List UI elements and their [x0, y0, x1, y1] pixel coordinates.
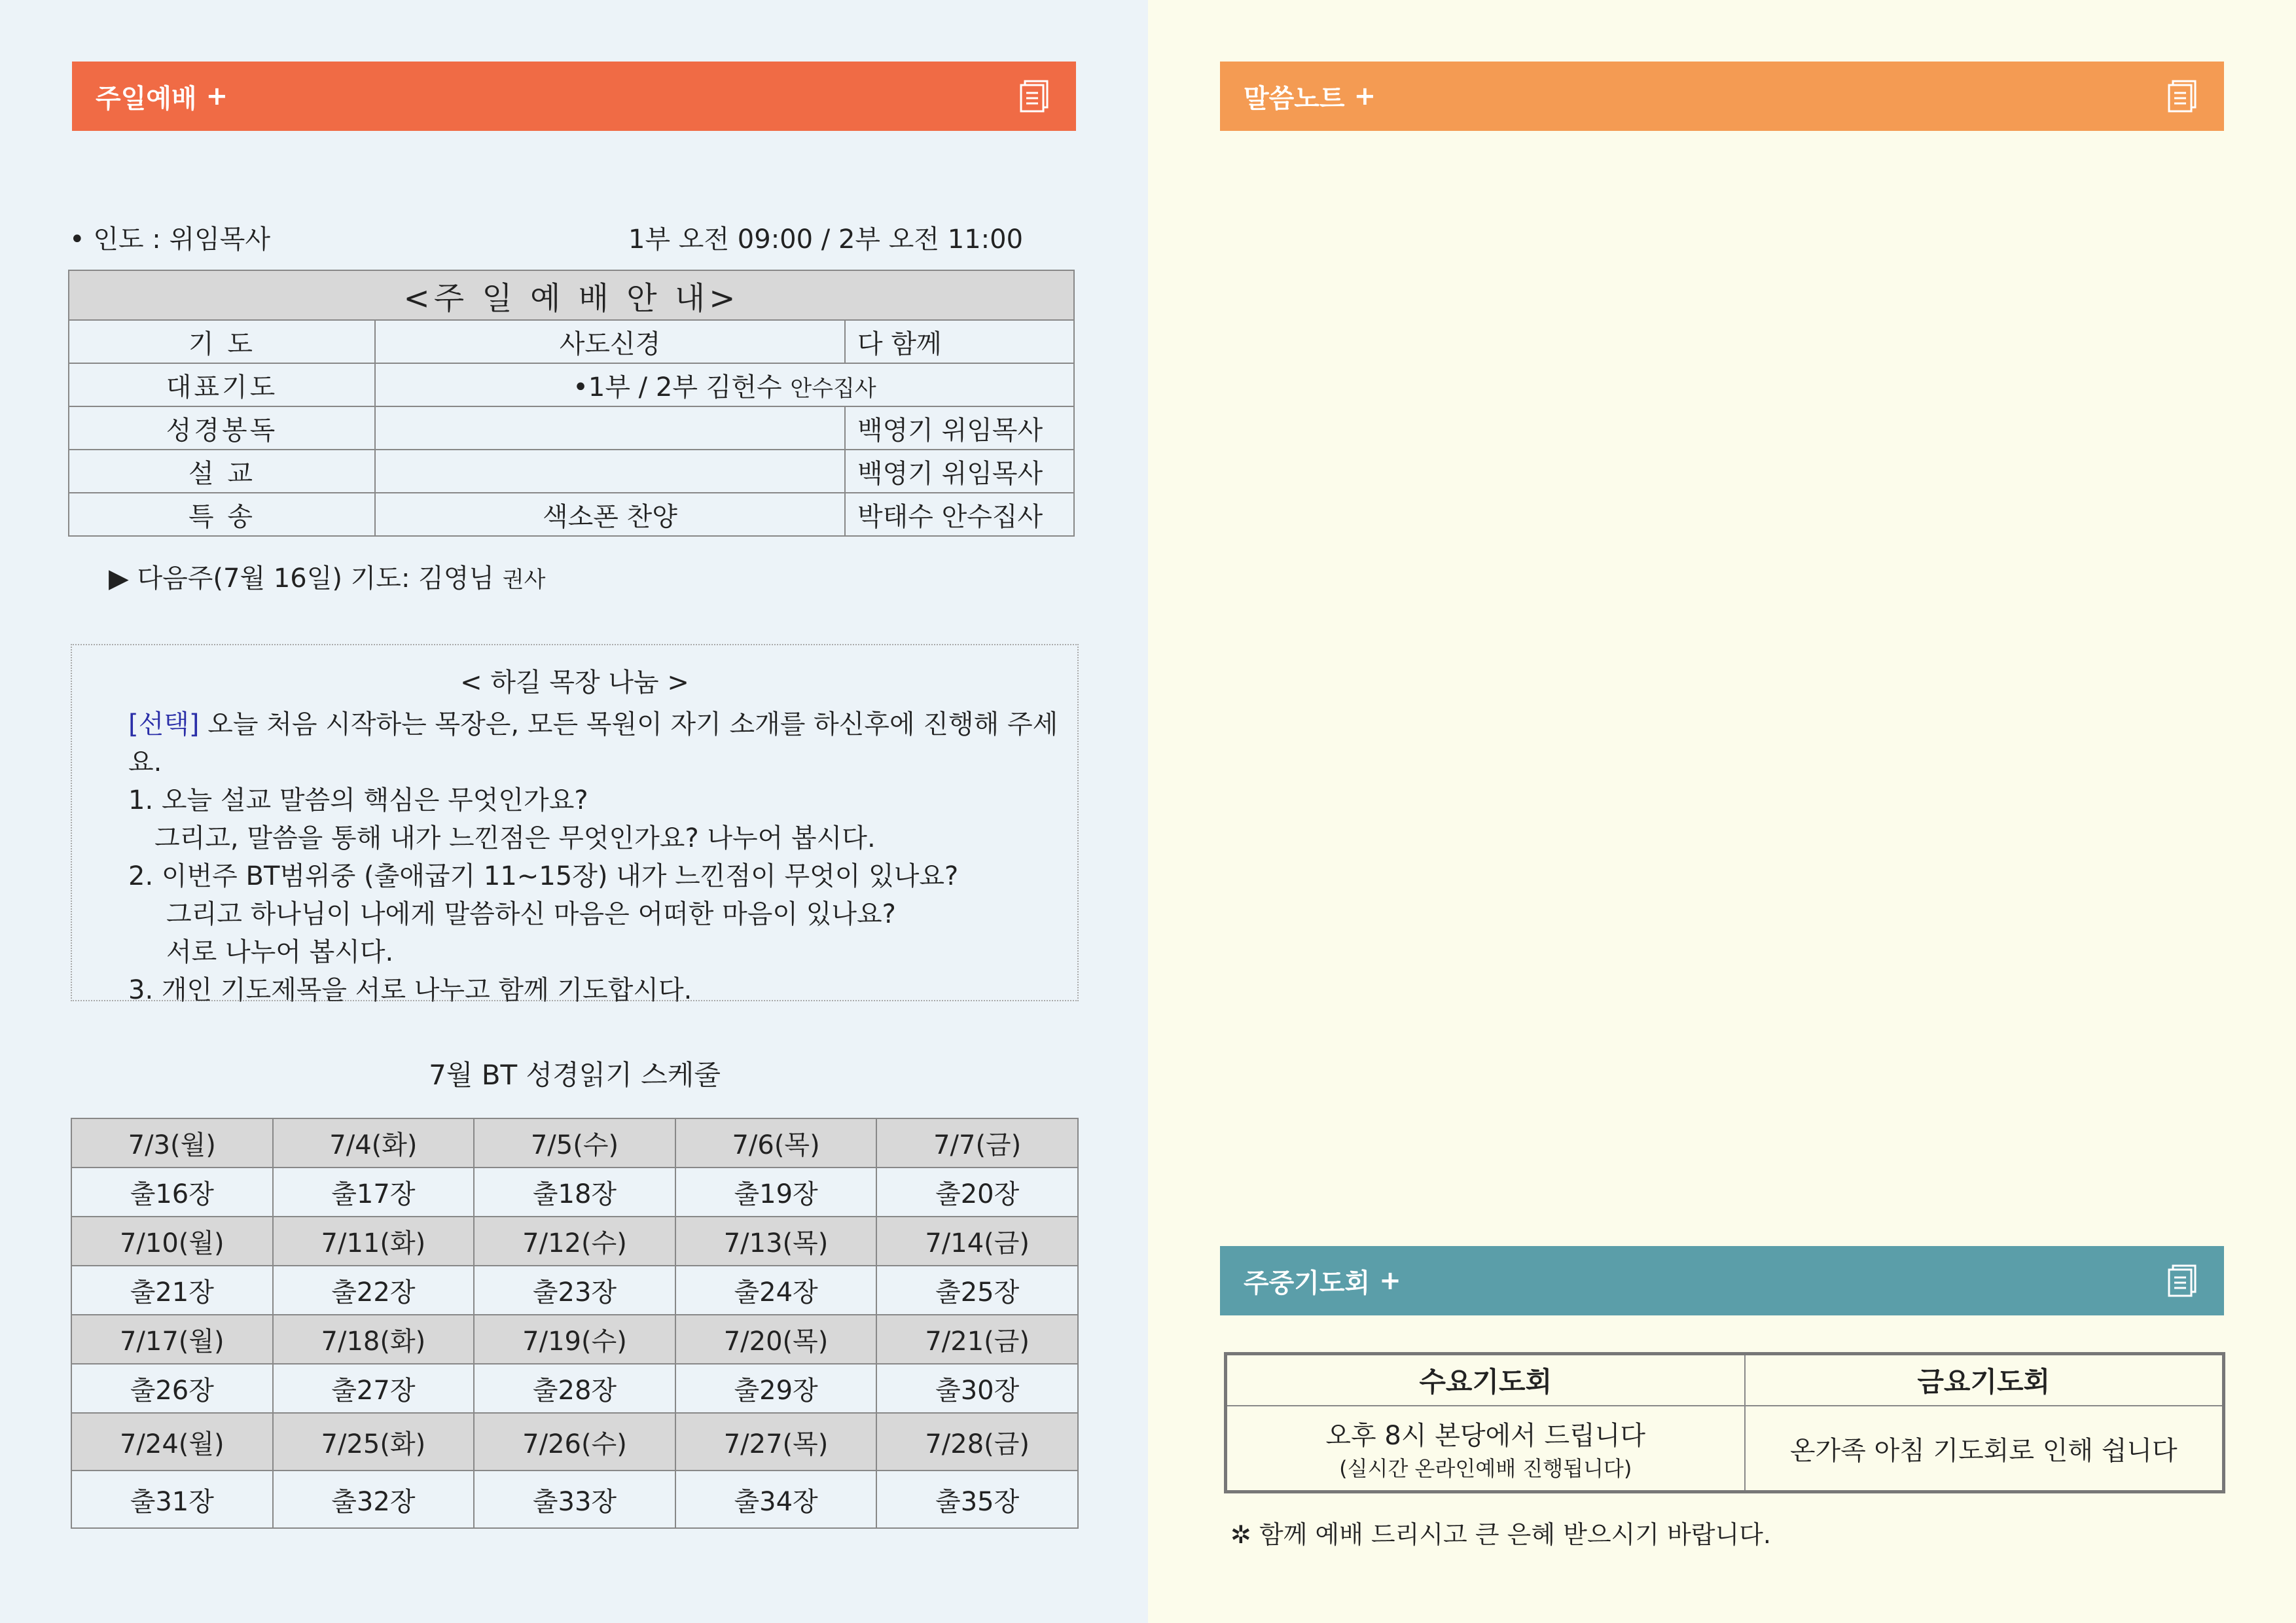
- date-cell: 7/20(목): [675, 1315, 877, 1364]
- date-cell: 7/5(수): [474, 1118, 675, 1168]
- date-cell: 7/17(월): [71, 1315, 273, 1364]
- table-row: [71, 1413, 1078, 1471]
- midweek-prayer-header[interactable]: [1220, 1246, 2224, 1315]
- chapter-cell: 출26장: [71, 1364, 273, 1413]
- chapter-cell: 출21장: [71, 1266, 273, 1315]
- wednesday-header: 수요기도회: [1226, 1354, 1745, 1406]
- date-cell: 7/24(월): [71, 1413, 273, 1471]
- content-cell: 색소폰 찬양: [375, 493, 845, 536]
- worship-order-table: [68, 270, 1075, 537]
- chapter-cell: 출22장: [273, 1266, 475, 1315]
- table-row: [69, 406, 1074, 450]
- role-cell: 대표기도: [69, 363, 375, 406]
- person-cell: 박태수 안수집사: [845, 493, 1074, 536]
- next-week-title: 권사: [502, 567, 546, 593]
- table-row: [69, 320, 1074, 363]
- chapter-cell: 출20장: [876, 1168, 1078, 1217]
- sermon-notes-title: 말씀노트: [1244, 83, 1345, 114]
- chapter-cell: 출23장: [474, 1266, 675, 1315]
- role-cell: 설 교: [69, 450, 375, 493]
- wednesday-cell: [1226, 1406, 1745, 1492]
- chapter-cell: 출16장: [71, 1168, 273, 1217]
- wednesday-text: 오후 8시 본당에서 드립니다: [1325, 1420, 1646, 1451]
- sunday-worship-header[interactable]: [72, 62, 1076, 131]
- content-cell: [375, 450, 845, 493]
- rep-prayer-title: 안수집사: [790, 375, 876, 402]
- date-cell: 7/19(수): [474, 1315, 675, 1364]
- prayer-meeting-table: [1224, 1352, 2225, 1493]
- midweek-prayer-plus[interactable]: +: [1379, 1266, 1401, 1296]
- wednesday-subtext: (실시간 온라인예배 진행됩니다): [1339, 1455, 1632, 1481]
- table-row: [1226, 1406, 2224, 1492]
- chapter-cell: 출24장: [675, 1266, 877, 1315]
- friday-cell: 온가족 아침 기도회로 인해 쉽니다: [1745, 1406, 2224, 1492]
- leader-line: [69, 219, 270, 256]
- sharing-title: < 하길 목장 나눔 >: [460, 668, 689, 698]
- date-cell: 7/25(화): [273, 1413, 475, 1471]
- bt-schedule-title: 7월 BT 성경읽기 스케줄: [429, 1059, 721, 1091]
- question-1-detail: 그리고, 말씀을 통해 내가 느낀점은 무엇인가요? 나누어 봅시다.: [154, 823, 876, 853]
- next-week-text: 다음주(7월 16일) 기도: 김영님: [137, 563, 495, 594]
- midweek-prayer-title: 주중기도회: [1244, 1268, 1371, 1298]
- closing-note: [1230, 1514, 1771, 1550]
- chapter-cell: 출25장: [876, 1266, 1078, 1315]
- date-cell: 7/21(금): [876, 1315, 1078, 1364]
- chapter-cell: 출33장: [474, 1471, 675, 1528]
- rep-prayer-text: •1부 / 2부 김헌수: [573, 372, 782, 402]
- date-cell: 7/14(금): [876, 1217, 1078, 1266]
- table-row: [71, 1118, 1078, 1168]
- bullet-icon: •: [69, 224, 94, 255]
- next-week-line: [109, 558, 546, 595]
- question-3: 3. 개인 기도제목을 서로 나누고 함께 기도합시다.: [128, 975, 692, 1005]
- chapter-cell: 출32장: [273, 1471, 475, 1528]
- table-row: [71, 1168, 1078, 1217]
- document-stack-icon[interactable]: [1018, 79, 1051, 113]
- date-cell: 7/3(월): [71, 1118, 273, 1168]
- question-2-detail-2: 서로 나누어 봅시다.: [166, 937, 394, 967]
- chapter-cell: 출19장: [675, 1168, 877, 1217]
- chapter-cell: 출28장: [474, 1364, 675, 1413]
- friday-header: 금요기도회: [1745, 1354, 2224, 1406]
- content-cell: [375, 406, 845, 450]
- sunday-worship-title: 주일예배: [96, 83, 197, 114]
- bt-schedule-table: [71, 1118, 1079, 1529]
- chapter-cell: 출31장: [71, 1471, 273, 1528]
- date-cell: 7/27(목): [675, 1413, 877, 1471]
- sermon-notes-plus[interactable]: +: [1354, 81, 1376, 111]
- chapter-cell: 출27장: [273, 1364, 475, 1413]
- person-cell: 백영기 위임목사: [845, 450, 1074, 493]
- date-cell: 7/13(목): [675, 1217, 877, 1266]
- question-1: 1. 오늘 설교 말씀의 핵심은 무엇인가요?: [128, 785, 588, 815]
- table-row: [71, 1364, 1078, 1413]
- table-row: [71, 1471, 1078, 1528]
- chapter-cell: 출30장: [876, 1364, 1078, 1413]
- sharing-body: [72, 705, 1077, 1009]
- triangle-right-icon: ▶: [109, 563, 137, 594]
- date-cell: 7/18(화): [273, 1315, 475, 1364]
- content-cell: [375, 363, 1074, 406]
- worship-table-title: <주 일 예 배 안 내>: [69, 270, 1074, 320]
- service-times: 1부 오전 09:00 / 2부 오전 11:00: [628, 224, 1024, 255]
- chapter-cell: 출29장: [675, 1364, 877, 1413]
- asterisk-icon: ✲: [1230, 1520, 1251, 1549]
- sermon-notes-header[interactable]: [1220, 62, 2224, 131]
- table-row: [1226, 1354, 2224, 1406]
- question-2-detail: 그리고 하나님이 나에게 말씀하신 마음은 어떠한 마음이 있나요?: [166, 899, 896, 929]
- select-text: 오늘 처음 시작하는 목장은, 모든 목원이 자기 소개를 하신후에 진행해 주세요.: [128, 709, 1058, 777]
- role-cell: 특 송: [69, 493, 375, 536]
- content-cell: 사도신경: [375, 320, 845, 363]
- person-cell: 백영기 위임목사: [845, 406, 1074, 450]
- table-row: [69, 493, 1074, 536]
- role-cell: 성경봉독: [69, 406, 375, 450]
- chapter-cell: 출35장: [876, 1471, 1078, 1528]
- leader-text: 인도 : 위임목사: [93, 224, 271, 255]
- date-cell: 7/28(금): [876, 1413, 1078, 1471]
- chapter-cell: 출18장: [474, 1168, 675, 1217]
- table-row: [69, 363, 1074, 406]
- sharing-select-line: [128, 705, 1077, 781]
- select-tag: [선택]: [128, 709, 200, 740]
- table-row: [71, 1217, 1078, 1266]
- table-row: [71, 1315, 1078, 1364]
- question-2: 2. 이번주 BT범위중 (출애굽기 11~15장) 내가 느낀점이 무엇이 있나요?: [128, 861, 959, 891]
- sunday-worship-plus[interactable]: +: [206, 81, 228, 111]
- date-cell: 7/11(화): [273, 1217, 475, 1266]
- document-stack-icon[interactable]: [2166, 1263, 2199, 1297]
- date-cell: 7/6(목): [675, 1118, 877, 1168]
- person-cell: 다 함께: [845, 320, 1074, 363]
- table-row: [69, 450, 1074, 493]
- date-cell: 7/7(금): [876, 1118, 1078, 1168]
- date-cell: 7/12(수): [474, 1217, 675, 1266]
- document-stack-icon[interactable]: [2166, 79, 2199, 113]
- date-cell: 7/10(월): [71, 1217, 273, 1266]
- chapter-cell: 출17장: [273, 1168, 475, 1217]
- chapter-cell: 출34장: [675, 1471, 877, 1528]
- small-group-sharing-box: [71, 644, 1079, 1005]
- role-cell: 기 도: [69, 320, 375, 363]
- date-cell: 7/4(화): [273, 1118, 475, 1168]
- table-row: [71, 1266, 1078, 1315]
- date-cell: 7/26(수): [474, 1413, 675, 1471]
- closing-note-text: 함께 예배 드리시고 큰 은혜 받으시기 바랍니다.: [1259, 1520, 1771, 1549]
